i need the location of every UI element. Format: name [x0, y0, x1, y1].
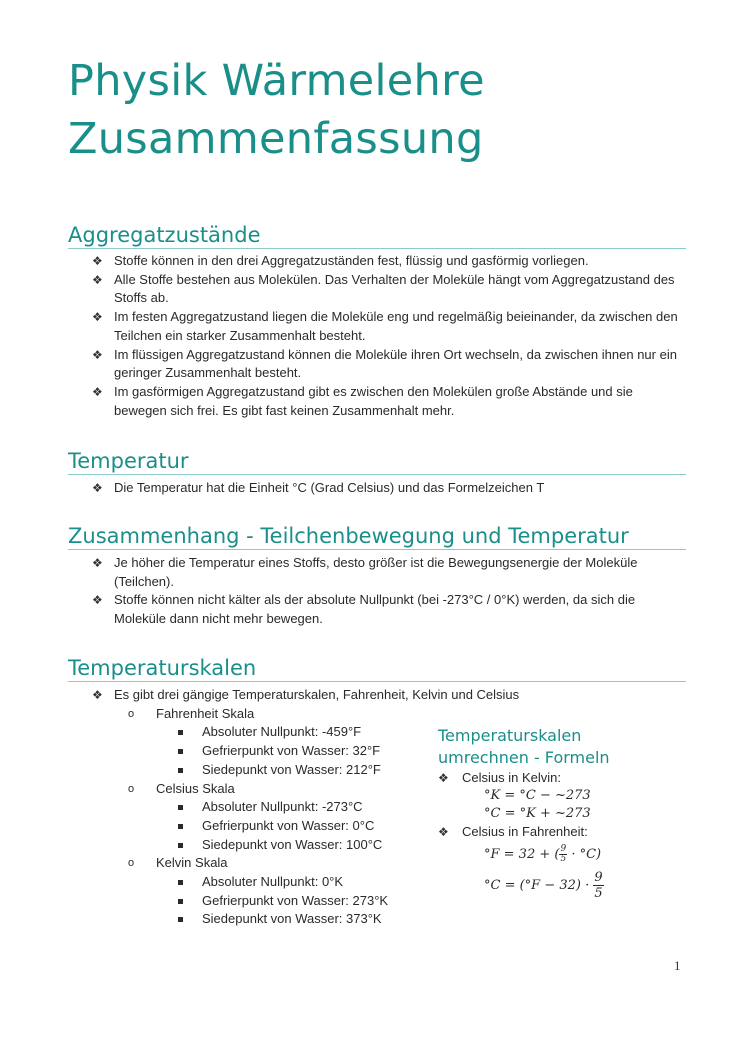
- scale-point: Absoluter Nullpunkt: 0°K: [178, 873, 422, 892]
- heading-zusammenhang: Zusammenhang - Teilchenbewegung und Temperatur: [68, 523, 686, 550]
- list-item: ❖ Im gasförmigen Aggregatzustand gibt es zwischen den Molekülen große Abstände und sie bewegen sich frei. Es gibt fast keinen Zusammenhalt mehr.: [92, 383, 633, 418]
- list-item: ❖ Stoffe können in den drei Aggregatzuständen fest, flüssig und gasförmig vorliegen.: [92, 252, 682, 271]
- formula-item-fahrenheit: ❖ Celsius in Fahrenheit:: [438, 824, 588, 839]
- bullet-diamond-icon: ❖: [438, 771, 449, 785]
- circle-bullet-icon: o: [128, 707, 135, 720]
- formula-k2: °C = °K + ~273: [484, 806, 591, 821]
- formula-panel: [438, 725, 638, 901]
- circle-bullet-icon: o: [128, 857, 135, 870]
- bullet-diamond-icon: ❖: [92, 384, 103, 399]
- fraction: $\frac{9}{5}$: [594, 870, 603, 901]
- list-item: ❖ Stoffe können nicht kälter als der absolute Nullpunkt (bei -273°C / 0°K) werden, da sich die Moleküle dann nicht mehr bewegen.: [92, 592, 636, 627]
- scale-list: [114, 705, 422, 929]
- square-bullet-icon: [178, 768, 183, 773]
- square-bullet-icon: [178, 880, 183, 885]
- formula-item-kelvin: ❖ Celsius in Kelvin:: [438, 770, 561, 785]
- page-title: [68, 52, 485, 168]
- list-aggregatzustaende: [92, 252, 682, 420]
- square-bullet-icon: [178, 749, 183, 754]
- bullet-diamond-icon: ❖: [92, 310, 103, 325]
- scale-point: Absoluter Nullpunkt: -273°C: [178, 798, 422, 817]
- square-bullet-icon: [178, 730, 183, 735]
- formula-list: [438, 823, 638, 841]
- square-bullet-icon: [178, 917, 183, 922]
- scale-points: [156, 873, 422, 929]
- bullet-diamond-icon: ❖: [92, 347, 103, 362]
- bullet-diamond-icon: ❖: [92, 272, 103, 287]
- list-temperatur: [92, 479, 682, 498]
- square-bullet-icon: [178, 805, 183, 810]
- scale-item: o Kelvin Skala Absoluter Nullpunkt: 0°K Gefrierpunkt von Wasser: 273°K Siedepunkt von Wasser: 373°K: [128, 854, 422, 929]
- formula-f1: °F = 32 + ( $\frac{9}{5}$ · °C): [484, 844, 602, 864]
- scale-point: Absoluter Nullpunkt: -459°F: [178, 723, 422, 742]
- bullet-diamond-icon: ❖: [92, 481, 103, 495]
- bullet-diamond-icon: ❖: [92, 688, 103, 702]
- title-line-2: Zusammenfassung: [68, 114, 484, 164]
- page-number: 1: [674, 958, 681, 973]
- heading-aggregatzustaende: Aggregatzustände: [68, 222, 686, 249]
- bullet-diamond-icon: ❖: [92, 556, 103, 570]
- scale-item: o Celsius Skala Absoluter Nullpunkt: -273°C Gefrierpunkt von Wasser: 0°C Siedepunkt von Wasser: 100°C: [128, 780, 422, 855]
- square-bullet-icon: [178, 824, 183, 829]
- scale-point: Siedepunkt von Wasser: 373°K: [178, 910, 422, 929]
- scale-point: Gefrierpunkt von Wasser: 0°C: [178, 817, 422, 836]
- scale-point: Gefrierpunkt von Wasser: 32°F: [178, 742, 422, 761]
- square-bullet-icon: [178, 843, 183, 848]
- list-item: ❖ Je höher die Temperatur eines Stoffs, desto größer ist die Bewegungsenergie der Moleküle (Teilchen).: [92, 555, 638, 589]
- fraction: $\frac{9}{5}$: [560, 844, 567, 864]
- bullet-diamond-icon: ❖: [438, 825, 449, 839]
- circle-bullet-icon: o: [128, 782, 135, 795]
- list-item: ❖ Im flüssigen Aggregatzustand können die Moleküle ihren Ort wechseln, da zwischen ihnen nur ein geringer Zusammenhalt besteht.: [92, 346, 677, 381]
- formula-panel-title: Temperaturskalen umrechnen - Formeln: [438, 726, 610, 767]
- formula-k1: °K = °C − ~273: [484, 788, 591, 803]
- square-bullet-icon: [178, 899, 183, 904]
- list-item: ❖ Die Temperatur hat die Einheit °C (Grad Celsius) und das Formelzeichen T: [92, 479, 682, 498]
- list-item: ❖ Es gibt drei gängige Temperaturskalen, Fahrenheit, Kelvin und Celsius o Fahrenheit Skala Absoluter Nullpunkt: -459°F Gefrierpunkt von Wasser: 32°F Siedepunkt von Wasser: 212°F o Celsius Skala Absoluter Nullpunkt: -273°C Gefrierpunkt von Wasser: 0°C Siedepunkt von Wasser: 100°C o Kelvin Skala Absoluter Nullpunkt: 0°K Gefrierpunkt von Wasser: 273°K Siedepunkt von Wasser: 373°K: [92, 686, 422, 929]
- scale-point: Siedepunkt von Wasser: 100°C: [178, 836, 422, 855]
- bullet-diamond-icon: ❖: [92, 593, 103, 608]
- list-item: ❖ Im festen Aggregatzustand liegen die Moleküle eng und regelmäßig beieinander, da zwischen den Teilchen ein starker Zusammenhalt besteht.: [92, 309, 678, 343]
- title-line-1: Physik Wärmelehre: [68, 56, 485, 106]
- formula-list: [438, 769, 638, 787]
- scale-point: Gefrierpunkt von Wasser: 273°K: [178, 892, 422, 911]
- heading-temperaturskalen: Temperaturskalen: [68, 655, 686, 682]
- scale-points: [156, 723, 422, 779]
- heading-temperatur: Temperatur: [68, 448, 686, 475]
- scale-point: Siedepunkt von Wasser: 212°F: [178, 761, 422, 780]
- bullet-diamond-icon: ❖: [92, 254, 103, 268]
- scale-points: [156, 798, 422, 854]
- list-zusammenhang: [92, 554, 682, 629]
- list-item: ❖ Alle Stoffe bestehen aus Molekülen. Das Verhalten der Moleküle hängt vom Aggregatzustand des Stoffs ab.: [92, 271, 675, 306]
- scale-item: o Fahrenheit Skala Absoluter Nullpunkt: -459°F Gefrierpunkt von Wasser: 32°F Siedepunkt von Wasser: 212°F: [128, 705, 422, 780]
- formula-f2: °C = (°F − 32) · $\frac{9}{5}$: [484, 870, 603, 901]
